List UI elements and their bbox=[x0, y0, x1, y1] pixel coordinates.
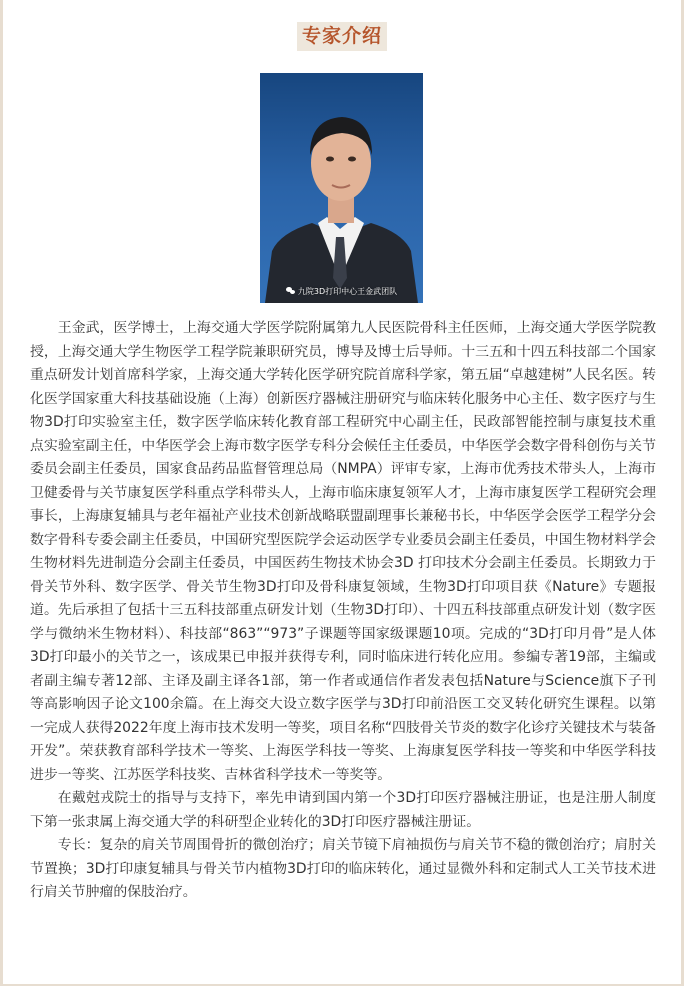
left-border bbox=[0, 0, 3, 986]
expert-photo bbox=[260, 73, 423, 303]
left-eye bbox=[326, 157, 334, 162]
watermark-text: 九院3D打印中心王金武团队 bbox=[297, 287, 398, 296]
wechat-icon bbox=[286, 287, 296, 295]
biography-text bbox=[30, 317, 656, 905]
registration-paragraph: 在戴尅戎院士的指导与支持下，率先申请到国内第一个3D打印医疗器械注册证，也是注册人制度下第一张隶属上海交通大学的科研型企业转化的3D打印医疗器械注册证。 bbox=[30, 790, 656, 830]
bio-paragraph: 王金武，医学博士，上海交通大学医学院附属第九人民医院骨科主任医师，上海交通大学医学院教授，上海交通大学生物医学工程学院兼职研究员，博导及博士后导师。十三五和十四五科技部二个国家重点研发计划首席科学家，上海交通大学转化医学研究院首席科学家，第五届“卓越建树”人民名医。转化医学国家重大科技基础设施（上海）创新医疗器械注册研究与临床转化服务中心主任、数字医疗与生物3D打印实验室主任，数字医学临床转化教育部工程研究中心副主任，民政部智能控制与康复技术重点实验室副主任，中华医学会上海市数字医学专科分会候任主任委员，中华医学会数字骨科创伤与关节委员会副主任委员，国家食品药品监督管理总局（NMPA）评审专家，上海市优秀技术带头人，上海市卫健委骨与关节康复医学科重点学科带头人，上海市临床康复领军人才，上海市康复医学工程研究会理事长，上海康复辅具与老年福祉产业技术创新战略联盟副理事长兼秘书长，中华医学会医学工程学分会数字骨科专委会副主任委员，中国研究型医院学会运动医学专业委员会副主任委员，中国生物材料学会生物材料先进制造分会副主任委员，中国医药生物技术协会3D 打印技术分会副主任委员。长期致力于骨关节外科、数字医学、骨关节生物3D打印及骨科康复领域，生物3D打印项目获《Nature》专题报道。先后承担了包括十三五科技部重点研发计划（生物3D打印）、十四五科技部重点研发计划（数字医学与微纳米生物材料）、科技部“863”“973”子课题等国家级课题10项。完成的“3D打印月骨”是人体3D打印最小的关节之一，该成果已申报并获得专利，同时临床进行转化应用。参编专著19部，主编或者副主编专著12部、主译及副主译各1部，第一作者或通信作者发表包括Nature与Science旗下子刊等高影响因子论文100余篇。在上海交大设立数字医学与3D打印前沿医工交叉转化研究生课程。以第一完成人获得2022年度上海市技术发明一等奖，项目名称“四肢骨关节炎的数字化诊疗关键技术与装备开发”。荣获教育部科学技术一等奖、上海医学科技一等奖、上海康复医学科技一等奖和中华医学科技进步一等奖、江苏医学科技奖、吉林省科学技术一等奖等。 bbox=[30, 320, 656, 783]
portrait-illustration bbox=[260, 73, 423, 303]
right-eye bbox=[348, 157, 356, 162]
title-bar bbox=[0, 22, 684, 51]
specialty-paragraph: 专长：复杂的肩关节周围骨折的微创治疗；肩关节镜下肩袖损伤与肩关节不稳的微创治疗；肩肘关节置换；3D打印康复辅具与骨关节内植物3D打印的临床转化，通过显微外科和定制式人工关节技术进行肩关节肿瘤的保肢治疗。 bbox=[30, 837, 656, 900]
section-title: 专家介绍 bbox=[297, 22, 387, 51]
photo-watermark bbox=[260, 287, 423, 297]
